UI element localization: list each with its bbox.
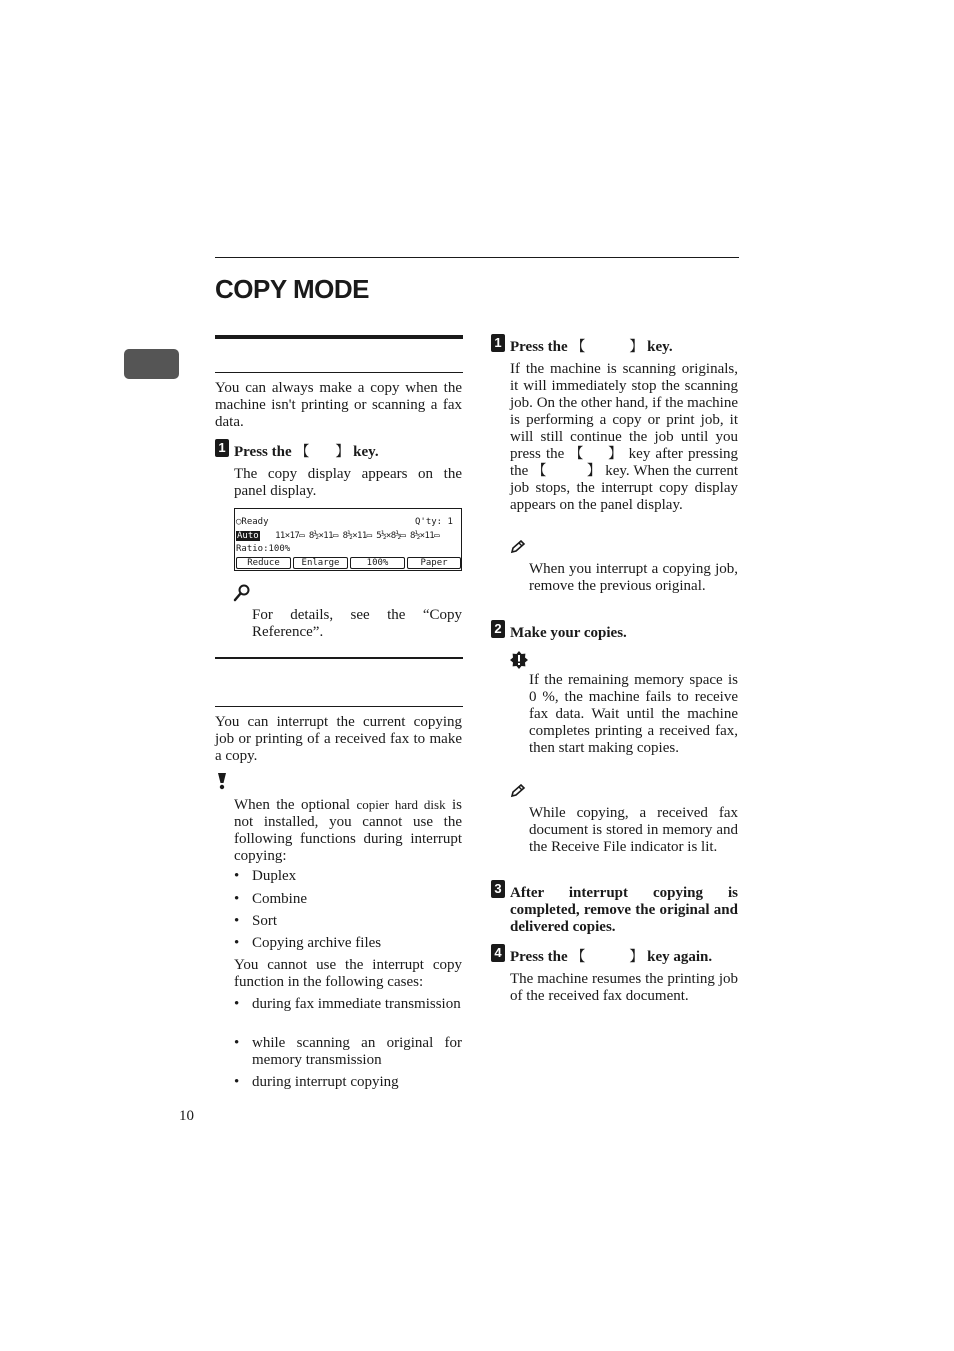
lcd-auto: Auto	[237, 531, 259, 541]
reference-text: For details, see the “Copy Reference”.	[252, 607, 462, 640]
top-rule	[215, 257, 739, 258]
limitation-text-part: is not installed, you cannot use the following functions during interrupt copying:	[234, 797, 462, 864]
lcd-paper-button[interactable]: Paper	[407, 557, 461, 569]
section2-thin-rule	[215, 706, 463, 707]
lcd-panel	[234, 508, 462, 571]
lcd-reduce-button[interactable]: Reduce	[236, 557, 291, 569]
list-item	[234, 891, 307, 908]
body-text-part: If the machine is scanning originals, it will immediately stop the scanning job. On the other hand, if the machine is performing a copy or print job, it will still continue the job until you press the	[510, 361, 738, 462]
note-icon	[510, 784, 526, 798]
step-text: key again.	[643, 949, 713, 965]
key-bracket-close: 】	[629, 949, 644, 965]
bullet: •	[234, 1035, 240, 1051]
bullet: •	[234, 935, 240, 951]
list-item	[234, 935, 381, 952]
interrupt-intro: You can interrupt the current copying job or printing of a received fax to make a copy.	[215, 714, 462, 764]
step-text: Press the	[510, 339, 572, 355]
lcd-enlarge-button[interactable]: Enlarge	[293, 557, 348, 569]
lcd-100-button[interactable]: 100%	[350, 557, 405, 569]
key-bracket-open: 【	[569, 446, 585, 462]
list-item	[234, 1035, 462, 1069]
key-bracket-close: 】	[586, 463, 602, 479]
lcd-size-row	[236, 531, 439, 542]
list-item	[234, 996, 462, 1013]
list-item-text: while scanning an original for memory transmission	[252, 1035, 462, 1068]
limitation-icon	[215, 772, 229, 790]
lcd-ratio: Ratio:100%	[236, 544, 291, 554]
bullet: •	[234, 1074, 240, 1090]
lcd-status: Ready	[241, 517, 269, 527]
list-item-text: during fax immediate transmission	[252, 996, 461, 1012]
step-number: 4	[491, 944, 505, 962]
list-item	[234, 1074, 462, 1091]
key-bracket-close: 】	[335, 444, 350, 460]
lcd-qty: Q'ty: 1	[415, 517, 453, 527]
bullet: •	[234, 868, 240, 884]
step2-instruction: Make your copies.	[510, 625, 627, 641]
step1-instruction	[234, 444, 379, 461]
step-text: key.	[349, 444, 379, 460]
note-icon	[510, 540, 526, 554]
step-text: key.	[643, 339, 673, 355]
reference-icon	[233, 584, 251, 602]
step4-body: The machine resumes the printing job of the received fax document.	[510, 971, 738, 1004]
step-number: 3	[491, 880, 505, 898]
intro-paragraph: You can always make a copy when the machine isn't printing or scanning a fax data.	[215, 380, 462, 430]
key-bracket-open: 【	[295, 444, 310, 460]
limitation-text-part: When the optional	[234, 797, 357, 813]
bullet: •	[234, 913, 240, 929]
right-step1-body	[510, 361, 738, 514]
step-number: 1	[215, 439, 229, 457]
list-item	[234, 913, 277, 930]
chapter-tab	[124, 349, 179, 379]
key-bracket-close: 】	[606, 446, 624, 462]
important-icon	[510, 651, 528, 669]
list-item-text: during interrupt copying	[252, 1074, 399, 1090]
step-text: Press the	[510, 949, 572, 965]
list-item	[234, 868, 296, 885]
key-bracket-open: 【	[532, 463, 547, 479]
bullet: •	[234, 996, 240, 1012]
list-item-text: Duplex	[252, 868, 297, 884]
section1-heavy-rule	[215, 335, 463, 339]
important-text: If the remaining memory space is 0 %, the machine fails to receive fax data. Wait until the machine completes printing a received fax, then start making copies.	[529, 672, 738, 756]
right-step1-instruction	[510, 339, 673, 356]
body-text-part: key. When the current job stops, the interrupt copy display appears on the panel display.	[510, 463, 739, 513]
limitation-text	[234, 796, 462, 865]
step3-instruction: After interrupt copying is completed, remove the original and delivered copies.	[510, 885, 738, 935]
key-bracket-close: 】	[629, 339, 644, 355]
step-number: 2	[491, 620, 505, 638]
key-bracket-open: 【	[571, 339, 586, 355]
bullet: •	[234, 891, 240, 907]
note2-text: While copying, a received fax document is stored in memory and the Receive File indicator is lit.	[529, 805, 738, 855]
ready-icon: ◯	[236, 517, 242, 527]
section1-thin-rule	[215, 372, 463, 373]
step-number: 1	[491, 334, 505, 352]
step-text: Press the	[234, 444, 296, 460]
page-number: 10	[179, 1108, 194, 1124]
body-text-part: key after pressing the	[510, 446, 739, 479]
key-bracket-open: 【	[571, 949, 586, 965]
list-item-text: Copying archive files	[252, 935, 382, 951]
cannot-use-text: You cannot use the interrupt copy function in the following cases:	[234, 957, 462, 990]
step1-body: The copy display appears on the panel display.	[234, 466, 462, 499]
lcd-paper-sizes: 11×17▭ 8½×11▭ 8½×11▭ 5½×8½▭ 8½×11▭	[275, 531, 439, 541]
step4-instruction	[510, 949, 712, 966]
note1-text: When you interrupt a copying job, remove the previous original.	[529, 561, 738, 594]
list-item-text: Combine	[252, 891, 307, 907]
list-item-text: Sort	[252, 913, 278, 929]
lcd-status-row	[236, 517, 269, 528]
option-name: copier hard disk	[356, 797, 446, 812]
section2-heavy-rule	[215, 657, 463, 659]
page-title: COPY MODE	[215, 274, 369, 304]
